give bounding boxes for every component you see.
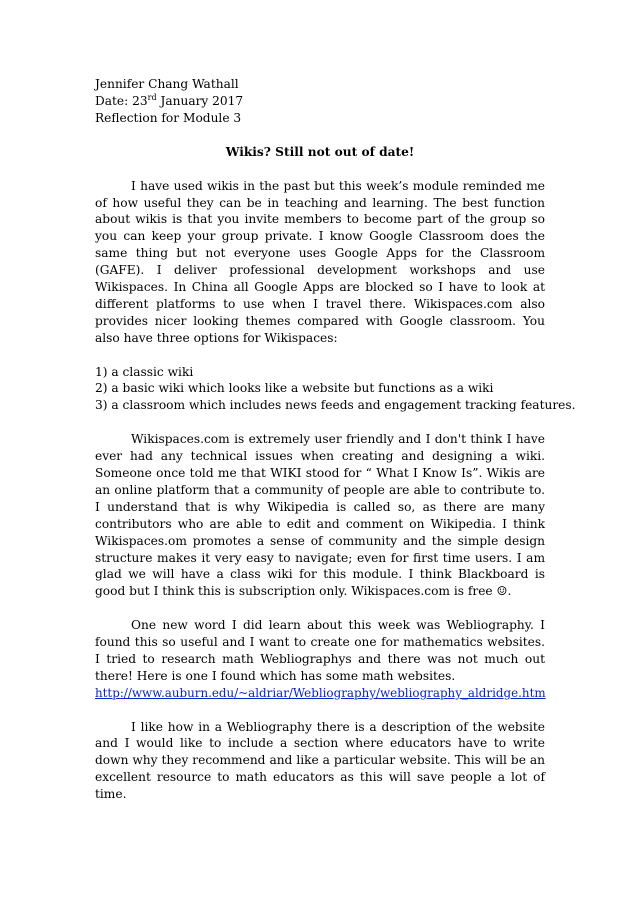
paragraph-wikispaces: Wikispaces.com is extremely user friendly and I don't think I have ever had any technical issues when creating and designing a wiki. Someone once told me that WIKI stood for “ What I Know Is”. Wikis are an online platform that a community of people are able to contribute to. I understand that is why Wikipedia is called so, as there are many contributors who are able to edit and comment on Wikipedia. I think Wikispaces.om promotes a sense of community and the simple design structure makes it very easy to navigate; even for first time users. I am glad we will have a class wiki for this module. I think Blackboard is good but I think this is subscription only. Wikispaces.com is free ☺. [95, 432, 545, 599]
document-title: Wikis? Still not out of date! [225, 144, 415, 159]
list-item: 3) a classroom which includes news feeds and engagement tracking features. [95, 398, 576, 413]
date-ordinal-suffix: rd [147, 92, 157, 102]
document-date [95, 93, 545, 110]
date-prefix: Date: 23 [95, 93, 148, 108]
webliography-link[interactable]: http://www.auburn.edu/~aldriar/Webliography/webliography_aldridge.htm [95, 685, 546, 700]
date-suffix: January 2017 [156, 93, 244, 108]
list-item: 1) a classic wiki [95, 364, 194, 379]
list-item: 2) a basic wiki which looks like a website but functions as a wiki [95, 381, 494, 396]
spacer [95, 347, 545, 364]
paragraph-conclusion: I like how in a Webliography there is a description of the website and I would like to include a section where educators have to write down why they recommend and like a particular website. This will be an excellent resource to math educators as this will save people a lot of time. [95, 719, 545, 802]
document-subject: Reflection for Module 3 [95, 110, 242, 125]
document-page [95, 76, 576, 803]
paragraph-intro: I have used wikis in the past but this week’s module reminded me of how useful they can be in teaching and learning. The best function about wikis is that you invite members to become part of the group so you can keep your group private. I know Google Classroom does the same thing but not everyone uses Google Apps for the Classroom (GAFE). I deliver professional development workshops and use Wikispaces. In China all Google Apps are blocked so I have to look at different platforms to use when I travel there. Wikispaces.com also provides nicer looking themes compared with Google classroom. You also have three options for Wikispaces: [95, 178, 545, 345]
spacer [95, 414, 545, 431]
paragraph-webliography: One new word I did learn about this week was Webliography. I found this so useful and I want to create one for mathematics websites. I tried to research math Webliographys and there was not much out there! Here is one I found which has some math websites. [95, 618, 545, 683]
spacer [95, 702, 545, 719]
spacer [95, 600, 545, 617]
options-list [95, 364, 576, 415]
author-name: Jennifer Chang Wathall [95, 77, 239, 91]
